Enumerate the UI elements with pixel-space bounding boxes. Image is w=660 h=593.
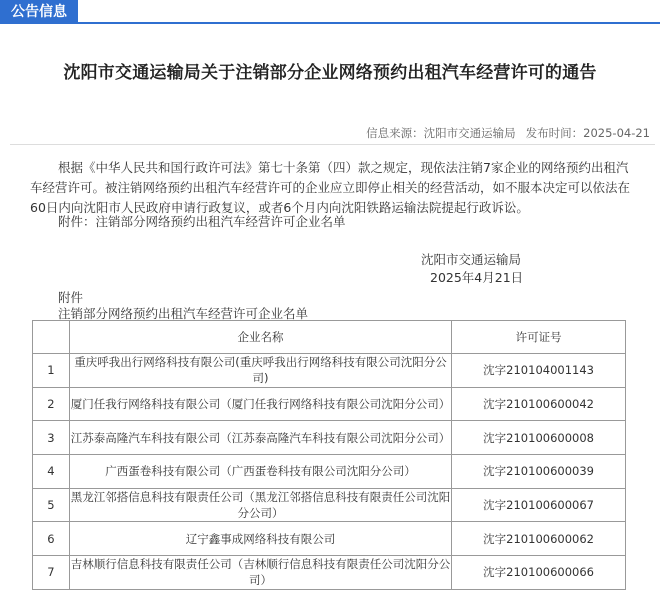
row-company: 吉林顺行信息科技有限责任公司（吉林顺行信息科技有限责任公司沈阳分公司） [70,557,451,588]
publish-time-label: 发布时间： [525,126,584,140]
row-company: 厦门任我行网络科技有限公司（厦门任我行网络科技有限公司沈阳分公司） [69,387,451,421]
table-header-row [33,321,626,354]
row-index: 3 [33,421,70,455]
table-row [33,522,626,556]
license-table [32,320,626,590]
source-value: 沈阳市交通运输局 [423,126,516,140]
row-company: 江苏泰高隆汽车科技有限公司（江苏泰高隆汽车科技有限公司沈阳分公司） [69,421,451,455]
article-meta [366,125,650,141]
row-index: 7 [33,556,70,590]
page-title: 沈阳市交通运输局关于注销部分企业网络预约出租汽车经营许可的通告 [63,63,597,83]
tab-announcements[interactable]: 公告信息 [0,0,78,24]
table-row [33,387,626,421]
table-row [33,354,626,388]
divider [10,144,655,145]
source-label: 信息来源： [366,126,424,140]
row-index: 1 [33,354,70,388]
row-license: 沈字210100600067 [452,488,626,522]
row-license: 沈字210104001143 [452,354,626,388]
header-index [33,321,70,354]
row-company: 广西蛋卷科技有限公司（广西蛋卷科技有限公司沈阳分公司） [69,455,451,489]
table-row [33,455,626,489]
section-tab-bar [0,0,660,24]
attachment-line: 附件：注销部分网络预约出租汽车经营许可企业名单 [58,214,346,229]
header-company: 企业名称 [69,321,451,354]
header-license: 许可证号 [452,321,626,354]
row-license: 沈字210100600042 [452,387,626,421]
row-license: 沈字210100600062 [452,522,626,556]
row-index: 5 [33,488,70,522]
row-company: 重庆呼我出行网络科技有限公司(重庆呼我出行网络科技有限公司沈阳分公司) [69,354,451,388]
row-license: 沈字210100600039 [452,455,626,489]
signature-date: 2025年4月21日 [430,270,524,285]
signature-org: 沈阳市交通运输局 [421,252,522,267]
row-index: 4 [33,455,70,489]
row-index: 6 [33,522,70,556]
row-company: 辽宁鑫事成网络科技有限公司 [69,522,451,556]
row-license: 沈字210100600066 [452,556,626,590]
table-row [33,488,626,522]
table-row [33,556,626,590]
row-license: 沈字210100600008 [452,421,626,455]
row-company: 黑龙江邻搭信息科技有限责任公司（黑龙江邻搭信息科技有限责任公司沈阳分公司） [70,490,451,521]
publish-time-value: 2025-04-21 [583,126,650,140]
annex-label: 附件 [58,290,84,305]
table-row [33,421,626,455]
annex-title: 注销部分网络预约出租汽车经营许可企业名单 [58,306,309,321]
notice-body: 根据《中华人民共和国行政许可法》第七十条第（四）款之规定，现依法注销7家企业的网络预约出租汽车经营许可。被注销网络预约出租汽车经营许可的企业应立即停止相关的经营活动，如不服本决定可以依法在60日内向沈阳市人民政府申请行政复议，或者6个月内向沈阳铁路运输法院提起行政诉讼。 [30,160,631,215]
row-index: 2 [33,387,70,421]
